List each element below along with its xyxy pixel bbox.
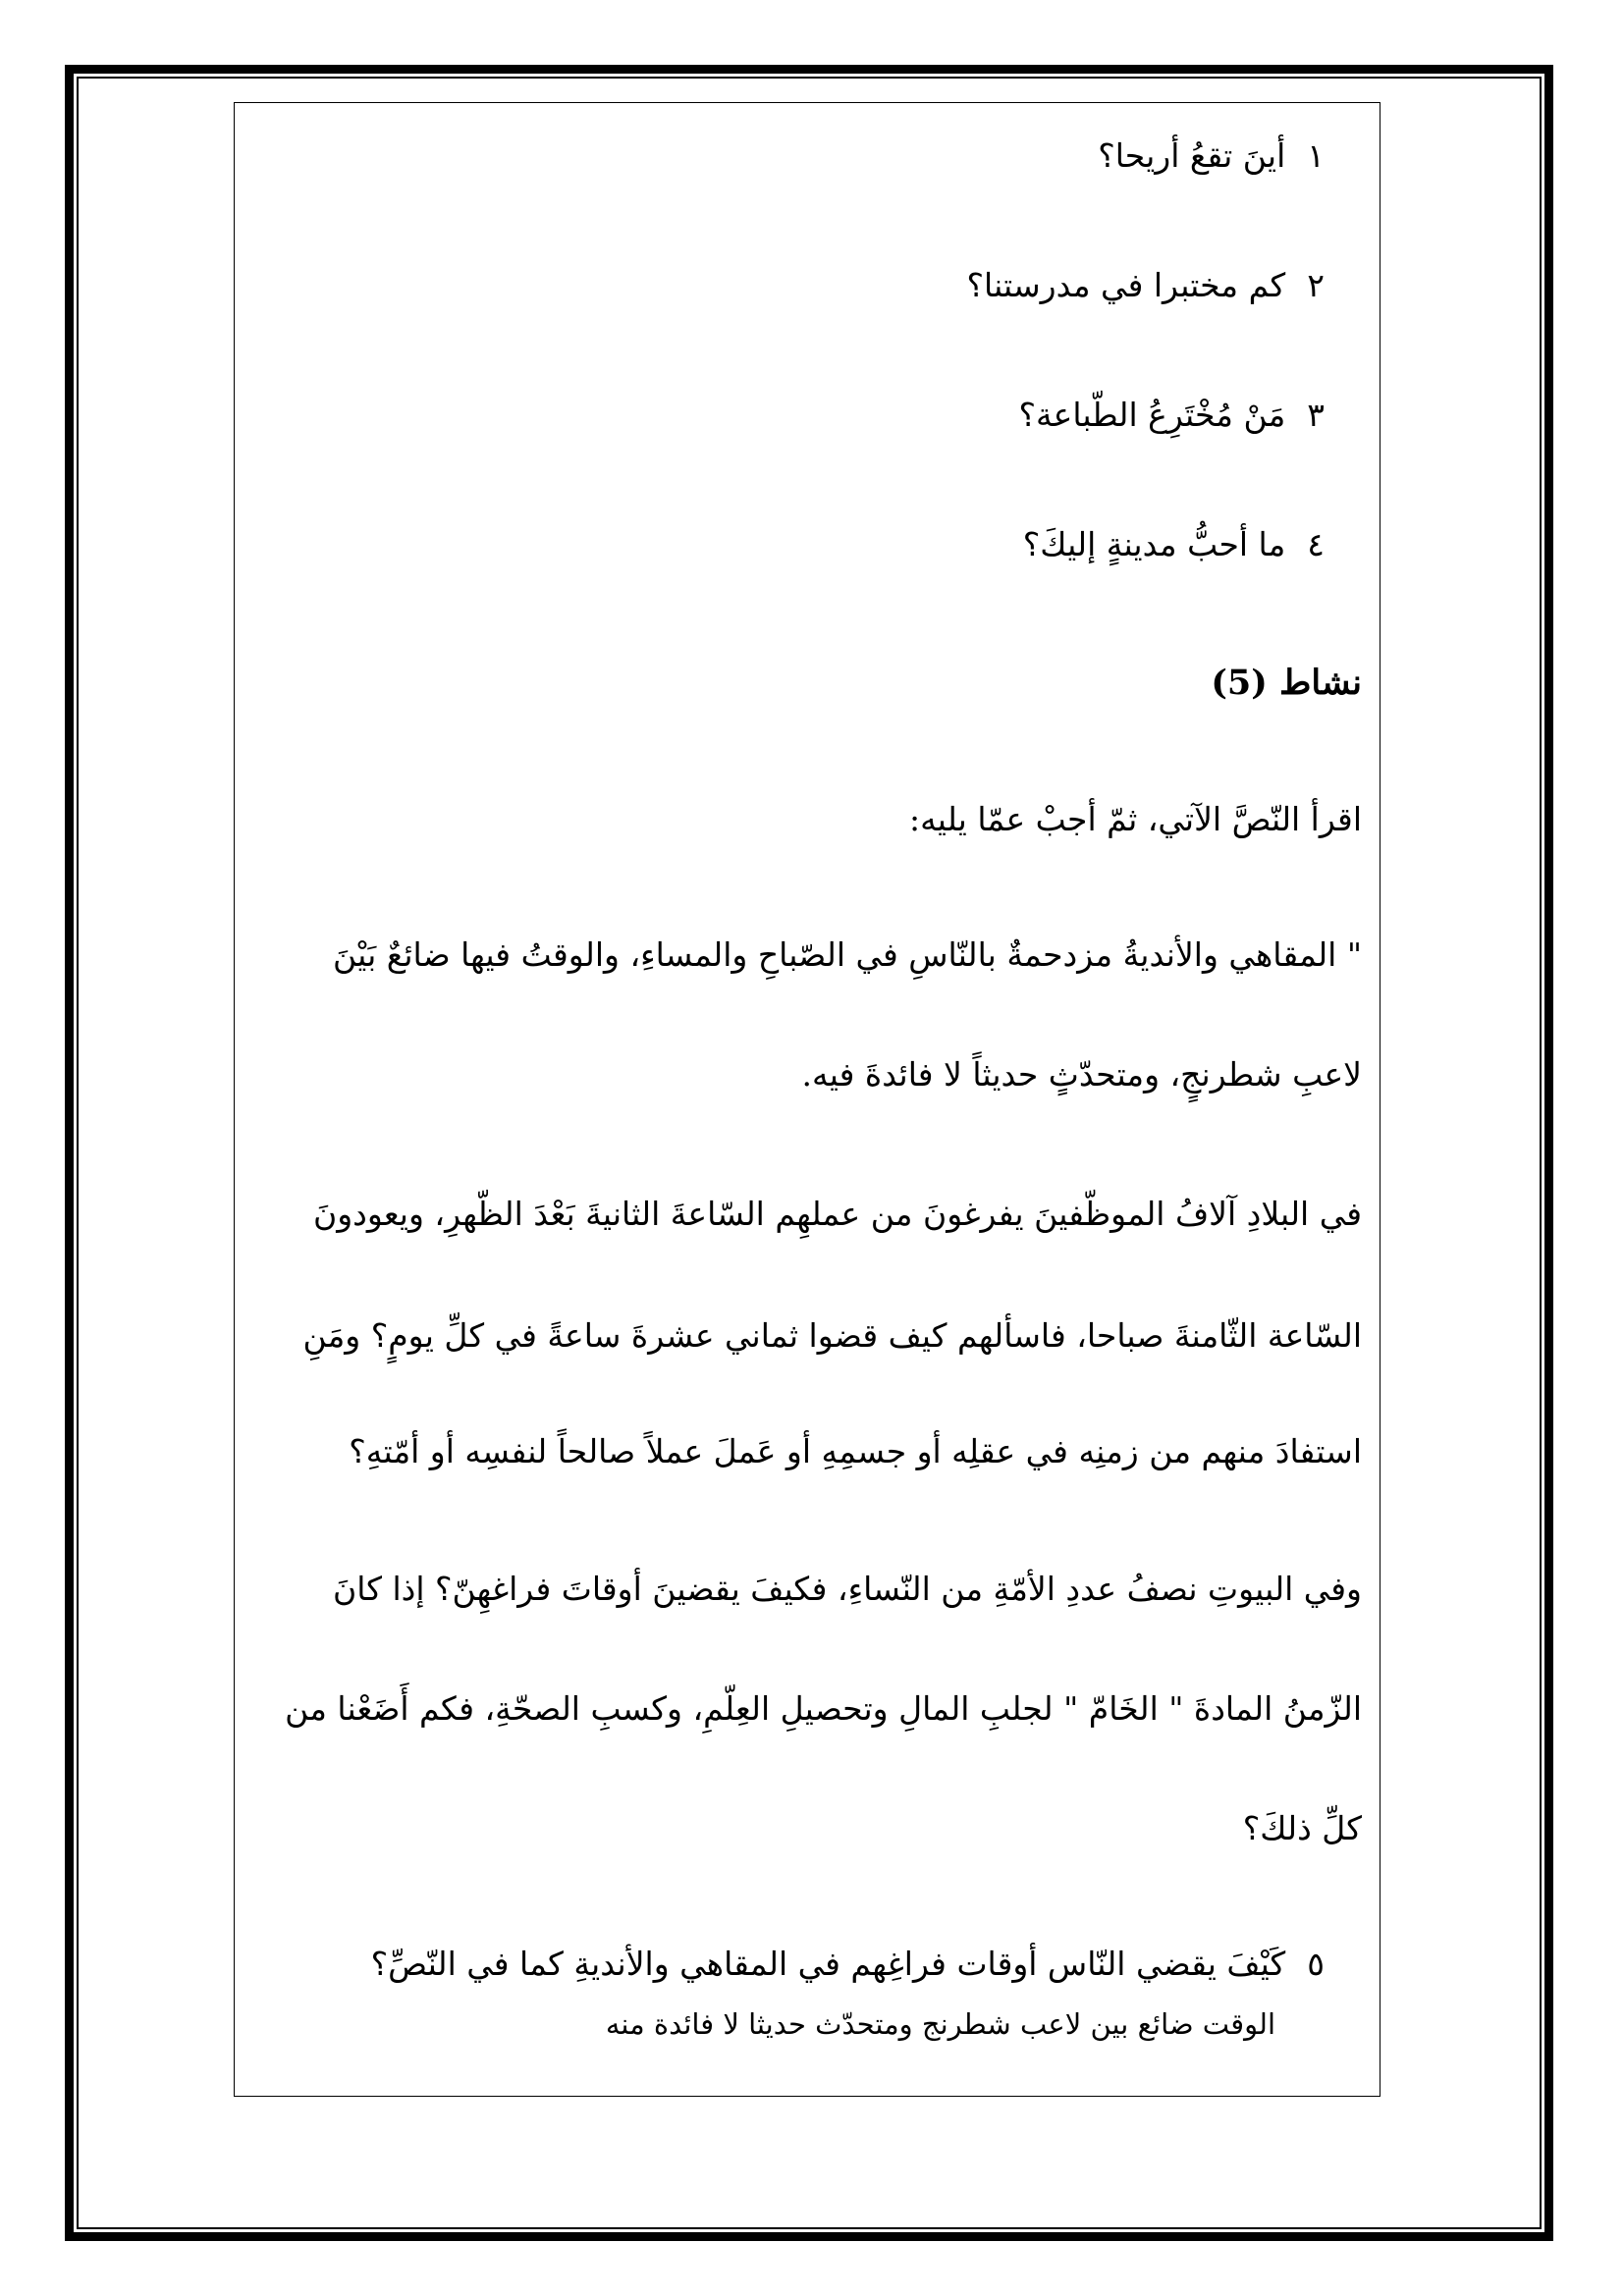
question-5 [371, 1945, 1325, 1983]
answer-5: الوقت ضائع بين لاعب شطرنج ومتحدّث حديثا لا فائدة منه [605, 2007, 1275, 2041]
question-text: أينَ تقعُ أريحا؟ [1098, 136, 1286, 175]
question-number: ٥ [1307, 1945, 1325, 1983]
passage-line: " المقاهي والأنديةُ مزدحمةٌ بالنّاسِ في الصّباحِ والمساءِ، والوقتُ فيها ضائعٌ بَيْنَ [333, 935, 1362, 974]
content-box [234, 102, 1380, 2097]
passage-line: لاعبِ شطرنجٍ، ومتحدّثٍ حديثاً لا فائدةَ فيه. [801, 1055, 1362, 1094]
question-number: ٢ [1307, 266, 1325, 304]
passage-line: في البلادِ آلافُ الموظّفينَ يفرغونَ من عملهِم السّاعةَ الثانيةَ بَعْدَ الظّهرِ، ويعودونَ [312, 1195, 1362, 1233]
passage-line: السّاعة الثّامنةَ صباحا، فاسألهم كيف قضوا ثماني عشرةَ ساعةً في كلِّ يومٍ؟ ومَنِ [302, 1316, 1362, 1355]
question-text: كَيْفَ يقضي النّاس أوقات فراغِهم في المقاهي والأنديةِ كما في النّصِّ؟ [370, 1945, 1286, 1983]
question-text: مَنْ مُخْتَرِعُ الطّباعة؟ [1018, 396, 1286, 434]
instruction: اقرأ النّصَّ الآتي، ثمّ أجبْ عمّا يليه: [908, 800, 1362, 838]
question-3 [1018, 396, 1325, 434]
question-text: كم مختبرا في مدرستنا؟ [966, 266, 1286, 304]
question-text: ما أحبُّ مدينةٍ إليكَ؟ [1022, 525, 1286, 563]
activity-heading: نشاط (5) [1211, 663, 1362, 703]
question-number: ٤ [1307, 525, 1325, 563]
question-2 [967, 266, 1326, 304]
passage-line: الزّمنُ المادةَ " الخَامّ " لجلبِ المالِ وتحصيلِ العِلّمِ، وكسبِ الصحّةِ، فكم أَضَعْنا من [285, 1689, 1362, 1728]
question-1 [1098, 136, 1325, 175]
question-4 [1023, 525, 1325, 563]
passage-line: وفي البيوتِ نصفُ عددِ الأمّةِ من النّساءِ، فكيفَ يقضينَ أوقاتَ فراغهِنّ؟ إذا كانَ [333, 1570, 1362, 1608]
passage-line: كلِّ ذلكَ؟ [1242, 1809, 1362, 1847]
question-number: ١ [1307, 136, 1325, 175]
question-number: ٣ [1307, 396, 1325, 434]
passage-line: استفادَ منهم من زمنِه في عقلِه أو جسمِهِ أو عَملَ عملاً صالحاً لنفسِه أو أمّتهِ؟ [349, 1432, 1362, 1470]
